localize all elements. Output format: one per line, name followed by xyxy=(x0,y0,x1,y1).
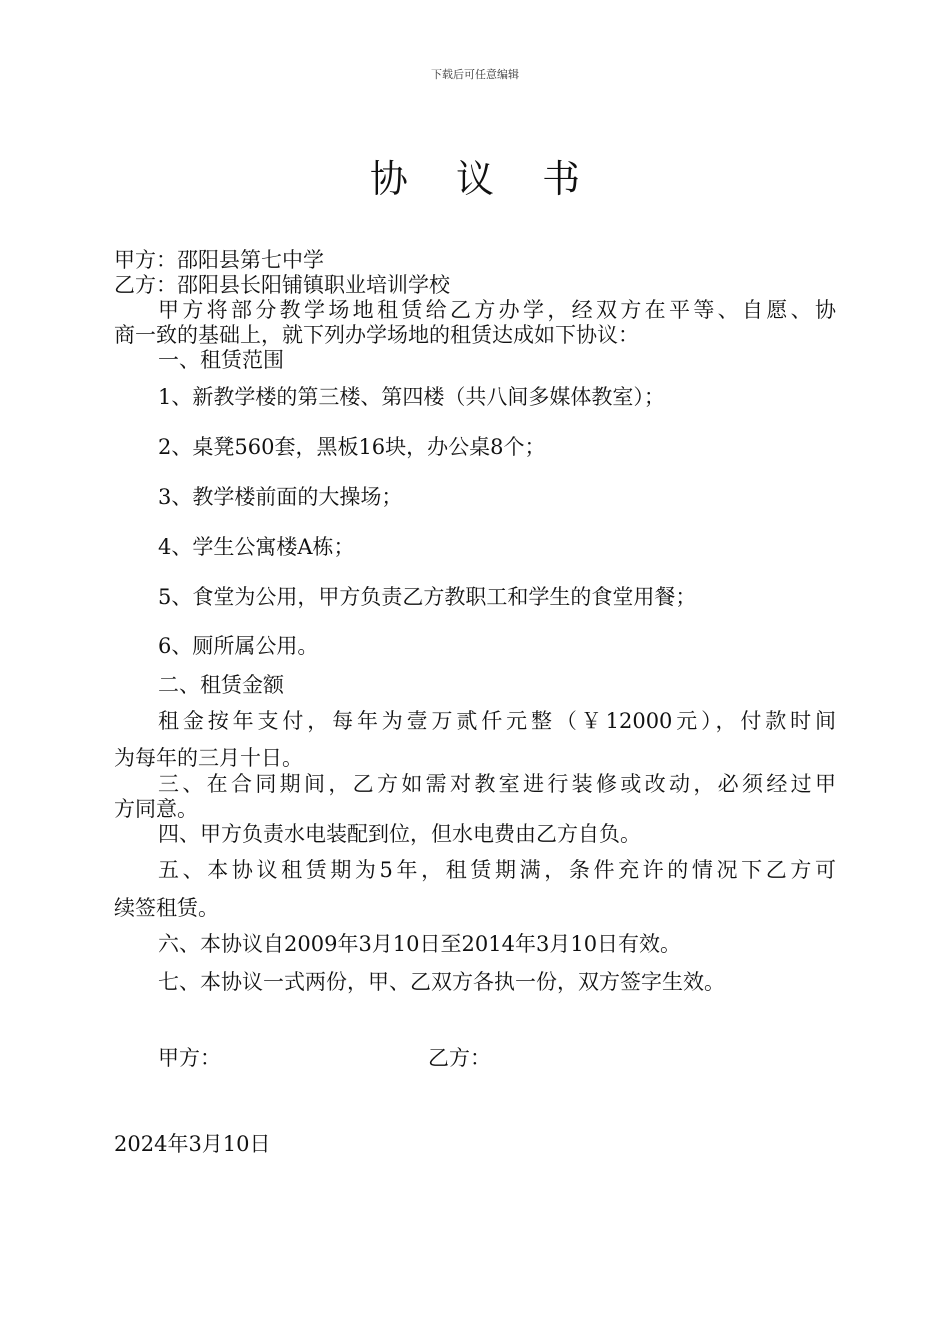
signature-party-a: 甲方： xyxy=(158,1046,221,1070)
section-7: 七、本协议一式两份，甲、乙双方各执一份，双方签字生效。 xyxy=(158,970,725,994)
section-1-item: 1、新教学楼的第三楼、第四楼（共八间多媒体教室）； xyxy=(158,385,665,409)
preamble-line-1: 甲方将部分教学场地租赁给乙方办学，经双方在平等、自愿、协 xyxy=(158,298,836,322)
section-1-item: 4、学生公寓楼A栋； xyxy=(158,535,355,559)
section-4: 四、甲方负责水电装配到位，但水电费由乙方自负。 xyxy=(158,822,641,846)
section-2-line-1: 租金按年支付，每年为壹万贰仟元整（￥12000元），付款时间 xyxy=(158,709,836,733)
section-6: 六、本协议自2009年3月10日至2014年3月10日有效。 xyxy=(158,932,682,956)
section-1-item: 6、厕所属公用。 xyxy=(158,634,319,658)
section-2-line-2: 为每年的三月十日。 xyxy=(114,746,303,770)
signature-party-b: 乙方： xyxy=(428,1046,491,1070)
party-b-line: 乙方：邵阳县长阳铺镇职业培训学校 xyxy=(114,273,450,297)
document-date: 2024年3月10日 xyxy=(114,1132,271,1156)
section-3-line-1: 三、在合同期间，乙方如需对教室进行装修或改动，必须经过甲 xyxy=(158,772,836,796)
party-a-line: 甲方：邵阳县第七中学 xyxy=(114,248,324,272)
preamble-line-2: 商一致的基础上，就下列办学场地的租赁达成如下协议： xyxy=(114,323,639,347)
section-1-item: 2、桌凳560套，黑板16块，办公桌8个； xyxy=(158,435,546,459)
section-1-item: 5、食堂为公用，甲方负责乙方教职工和学生的食堂用餐； xyxy=(158,585,697,609)
section-5-line-1: 五、本协议租赁期为5年，租赁期满，条件充许的情况下乙方可 xyxy=(158,858,836,882)
section-1-heading: 一、租赁范围 xyxy=(158,348,284,372)
section-5-line-2: 续签租赁。 xyxy=(114,896,219,920)
section-3-line-2: 方同意。 xyxy=(114,797,198,821)
section-2-heading: 二、租赁金额 xyxy=(158,673,284,697)
section-1-item: 3、教学楼前面的大操场； xyxy=(158,485,403,509)
header-note: 下载后可任意编辑 xyxy=(431,68,519,81)
document-title: 协 议 书 xyxy=(369,157,599,201)
